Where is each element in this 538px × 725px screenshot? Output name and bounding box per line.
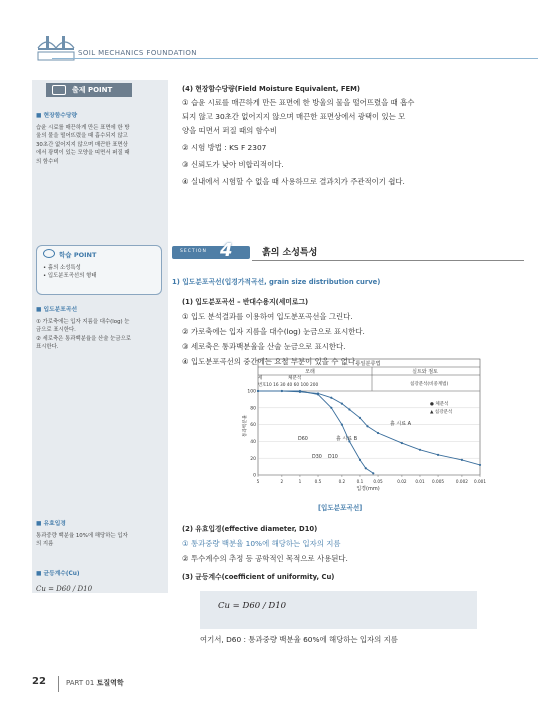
chart-xtick-label: 2: [280, 479, 284, 484]
eff-title: (2) 유효입경(effective diameter, D10): [182, 525, 318, 533]
chart-ytick-label: 40: [250, 440, 256, 445]
learn-item: • 입도분포곡선의 형태: [43, 273, 97, 279]
moisture-line: 울의 물을 떨어뜨렸을 때 흡수되지 않고: [36, 133, 128, 139]
learn-title-text: 학습 POINT: [59, 251, 97, 259]
chart-point: [401, 442, 403, 444]
chart-point: [299, 390, 301, 392]
exam-point-label: 출제 POINT: [72, 86, 113, 94]
chart-xlabel: 입경(mm): [356, 486, 380, 492]
chart-xtick-label: 0.05: [373, 479, 383, 484]
section-title: 흙의 소성특성: [262, 248, 318, 258]
chart-point: [359, 417, 361, 419]
fme-item: ② 시험 방법 : KS F 2307: [182, 143, 267, 152]
chart-point: [479, 464, 481, 466]
pencil-icon: [52, 85, 66, 95]
fme-item: 되지 않고 30초간 없어지지 않으며 매끈한 표면상에서 광택이 있는 모: [182, 112, 406, 121]
part-number: PART 01: [66, 679, 95, 687]
gradation-line: ② 세로축은 통과백분율을 산술 눈금으로: [36, 335, 132, 342]
cu-formula-box: [200, 591, 477, 629]
chart-xtick-label: 0.02: [397, 479, 407, 484]
chart-series-line: [258, 391, 373, 473]
chart-point: [419, 449, 421, 451]
chart-top-label: 통일분류법: [355, 361, 381, 367]
chart-hydrometer-label: 침강분석(비중계법): [410, 382, 449, 387]
sidebar-eff-note: [36, 520, 172, 549]
eff-head: ■ 유효입경: [36, 521, 66, 527]
part-title: 토질역학: [96, 679, 124, 687]
learn-point-title: [43, 250, 155, 259]
sidebar-cu-note: [36, 570, 172, 593]
moisture-line: 습윤 시료를 매끈하게 만든 표면에 한 방: [36, 124, 130, 131]
chart-xtick-label: 1: [298, 479, 302, 484]
chart-point: [330, 397, 332, 399]
exam-point-badge: [46, 83, 132, 97]
sidebar-moisture-note: [36, 112, 172, 166]
chart-xtick-label: 0.002: [455, 479, 468, 484]
chart-sand-label: 모래: [305, 369, 315, 375]
chart-point: [317, 393, 319, 395]
gradation-item: ② 가로축에는 입자 지름을 대수(log) 눈금으로 표시한다.: [182, 327, 365, 336]
sidebar-gradation-note: [36, 306, 172, 352]
chart-ytick-label: 20: [250, 456, 256, 462]
chart-point: [359, 459, 361, 461]
chart-xtick-label: 0.5: [314, 479, 322, 484]
section-heading: [172, 241, 524, 263]
page-footer: [32, 676, 522, 690]
chart-point: [461, 459, 463, 461]
chart-ytick-label: 100: [247, 389, 256, 395]
learn-point-box: [36, 245, 162, 295]
chart-grid: [247, 389, 486, 484]
chart-point: [372, 472, 374, 474]
chart-ytick-label: 80: [250, 406, 256, 412]
chart-point: [330, 407, 332, 409]
chart-point: [348, 408, 350, 410]
chart-silt-label: 실트와 점토: [412, 369, 438, 375]
chart-ylabel: 통과백분율: [243, 414, 248, 437]
chart-sieve-numbers: 번호10 16 30 40 60 100 200: [258, 383, 319, 388]
chart-xtick-label: 0.001: [474, 479, 486, 484]
subsubsection-title: (1) 입도분포곡선 – 반대수용지(세미로그): [182, 298, 309, 306]
chart-xtick-label: 0.005: [432, 479, 445, 484]
page-header: [0, 0, 538, 80]
part-label: [66, 678, 124, 688]
chart-xtick-label: 0.1: [356, 479, 364, 484]
section-rule: [252, 260, 524, 261]
cu-formula: Cu = D60 / D10: [218, 601, 287, 611]
subsection-title: 1) 입도분포곡선(입경가적곡선, grain size distribution curve): [172, 278, 381, 286]
chart-ytick-label: 60: [250, 423, 256, 429]
fme-item: ① 습윤 시료를 매끈하게 만든 표면에 한 방울의 물을 떨어뜨렸을 때 흡수: [182, 98, 415, 107]
chart-point: [437, 454, 439, 456]
gradation-item: ④ 입도분포곡선의 중간에는 요철 부분이 있을 수 없다.: [182, 357, 358, 366]
moisture-line: 에서 광택이 있는 모양을 띠면서 퍼질 때: [36, 150, 130, 156]
chart-fine-label: 세: [258, 376, 263, 381]
gradation-head: ■ 입도분포곡선: [36, 307, 78, 313]
footer-separator: [58, 676, 59, 692]
fme-title: (4) 현장함수당량(Field Moisture Equivalent, FEM): [182, 85, 361, 93]
eff-line: 의 지름: [36, 541, 54, 547]
chart-d30-label: D30: [312, 455, 322, 460]
gradation-line: ① 가로축에는 입자 지름을 대수(log) 눈: [36, 318, 130, 325]
chart-d60-label: D60: [298, 437, 308, 442]
header-rule: [52, 58, 538, 59]
grain-size-chart: [240, 357, 488, 492]
page-number: 22: [32, 676, 46, 687]
eff-item: ② 투수계수의 추정 등 공학적인 목적으로 사용된다.: [182, 554, 348, 563]
chart-point: [377, 432, 379, 434]
cu-head: ■ 균등계수(Cu): [36, 571, 80, 577]
chart-sample-b: 흙 시료 B: [336, 436, 358, 442]
chart-ytick-label: 0: [253, 473, 256, 479]
fme-item: 양을 띠면서 퍼질 때의 함수비: [182, 126, 278, 135]
chart-sieve-label: 체분석: [288, 376, 302, 381]
chart-legend-sieve: ● 체분석: [430, 402, 449, 407]
chart-point: [366, 425, 368, 427]
gradation-item: ③ 세로축은 통과백분율을 산술 눈금으로 표시한다.: [182, 342, 346, 351]
section-label: SECTION: [180, 249, 207, 254]
chart-point: [281, 390, 283, 392]
cu-formula-side: Cu = D60 / D10: [36, 584, 93, 593]
fme-item: ④ 실내에서 시험할 수 없을 때 사용하므로 결과치가 주관적이기 쉽다.: [182, 177, 405, 186]
brand-title: SOIL MECHANICS FOUNDATION: [78, 49, 197, 57]
chart-d10-label: D10: [328, 455, 338, 460]
speech-bubble-icon: [43, 249, 55, 258]
chart-xtick-label: 0.2: [338, 479, 346, 484]
chart-legend-hydro: ▲ 침강분석: [430, 410, 453, 415]
section-number: 4: [220, 240, 233, 261]
cu-title: (3) 균등계수(coefficient of uniformity, Cu): [182, 573, 335, 581]
chart-sample-a: 흙 시료 A: [390, 421, 412, 427]
learn-item: • 흙의 소성특성: [43, 265, 81, 271]
chart-xtick-label: 0.01: [415, 479, 425, 484]
chart-point: [341, 424, 343, 426]
chart-xtick-label: 5: [256, 479, 260, 484]
moisture-head: ■ 현장함수당량: [36, 113, 78, 119]
figure-caption: [입도분포곡선]: [318, 504, 363, 512]
gradation-line: 금으로 표시한다.: [36, 327, 76, 333]
eff-line: 통과중량 백분율 10%에 해당하는 입자: [36, 532, 128, 539]
gradation-item: ① 입도 분석결과를 이용하여 입도분포곡선을 그린다.: [182, 312, 353, 321]
chart-point: [341, 403, 343, 405]
cu-note: 여기서, D60 : 통과중량 백분율 60%에 해당하는 입자의 지름: [200, 635, 398, 644]
chart-point: [257, 390, 259, 392]
gradation-line: 표시한다.: [36, 344, 59, 350]
moisture-line: 의 함수비: [36, 158, 59, 165]
section-pill: [172, 246, 250, 259]
eff-item: ① 통과중량 백분율 10%에 해당하는 입자의 지름: [182, 539, 341, 548]
fme-item: ③ 신뢰도가 낮아 비합리적이다.: [182, 160, 284, 169]
moisture-line: 30초간 없어지지 않으며 매끈한 표면상: [36, 141, 128, 148]
chart-point: [365, 467, 367, 469]
